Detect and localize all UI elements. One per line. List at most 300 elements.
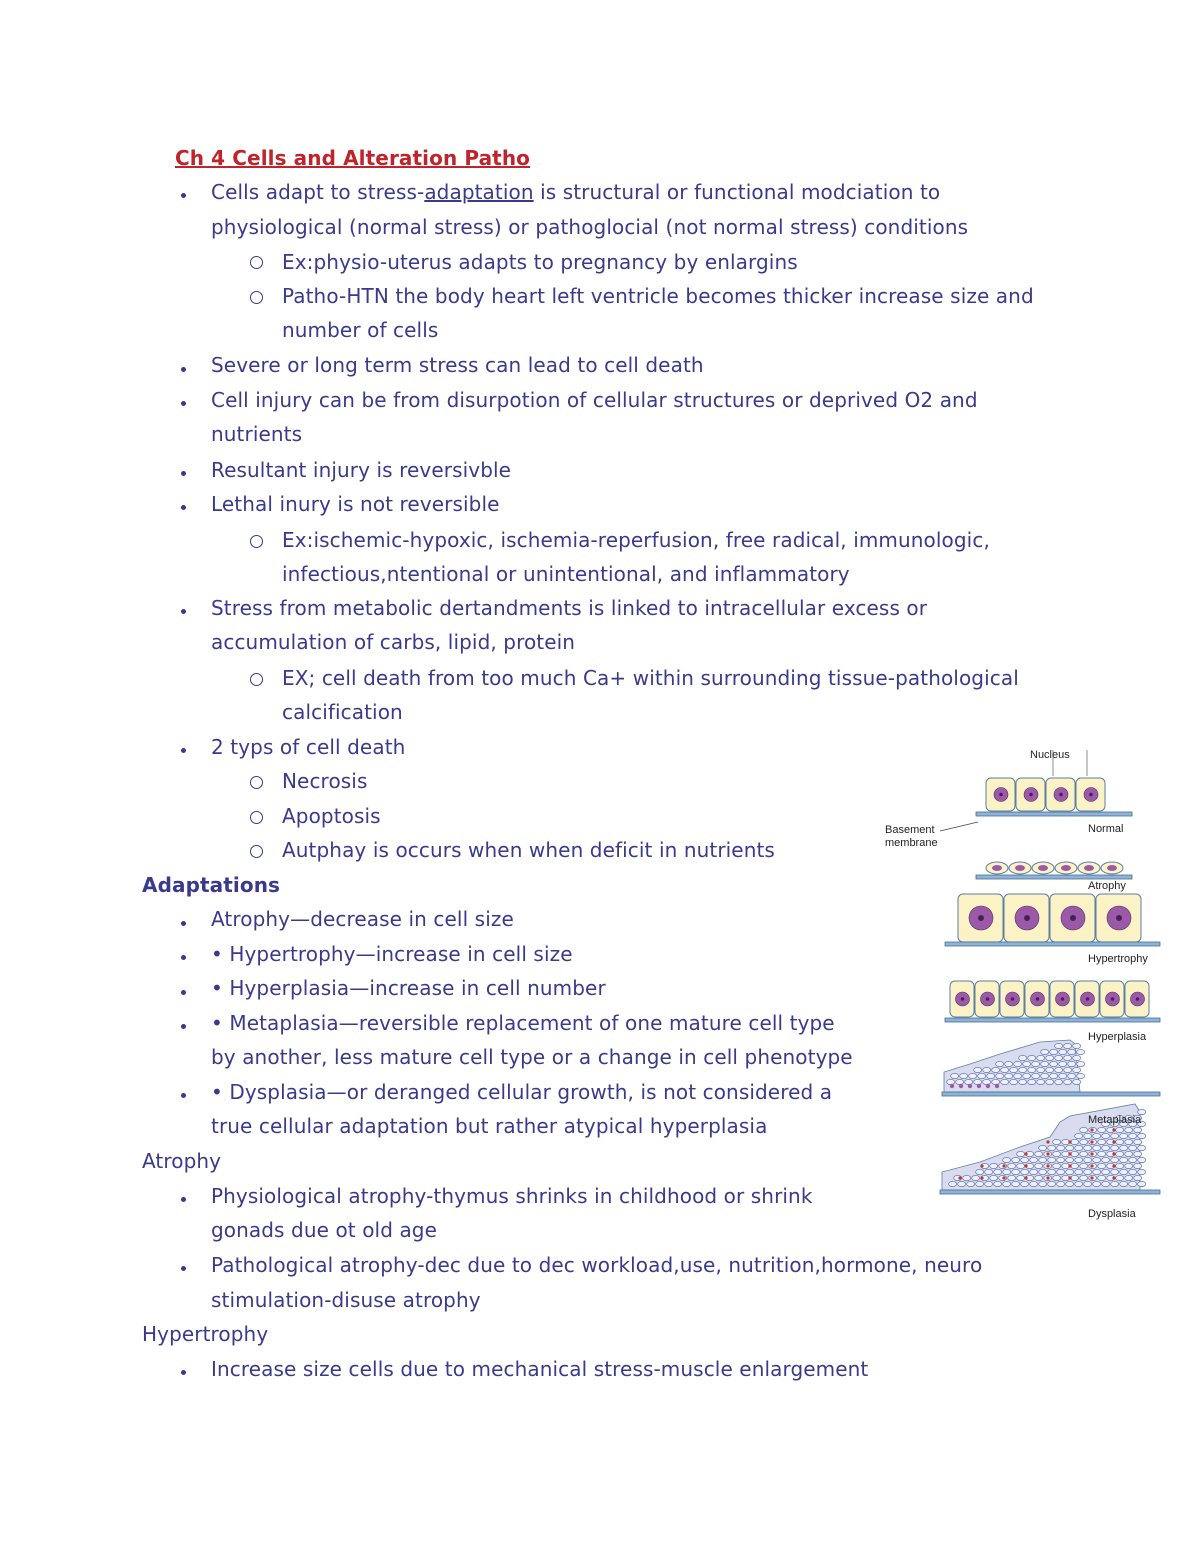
dysplasia-cell — [1134, 1163, 1142, 1168]
dysplasia-cell — [1066, 1157, 1074, 1162]
metaplasia-cell — [1010, 1079, 1018, 1084]
metaplasia-cell — [960, 1073, 968, 1078]
bullet-icon — [181, 990, 186, 995]
dysplasia-cell — [1138, 1157, 1146, 1162]
metaplasia-cell — [983, 1067, 991, 1072]
metaplasia-cell — [974, 1067, 982, 1072]
metaplasia-cell — [1037, 1079, 1045, 1084]
bullet-icon — [181, 1197, 186, 1202]
dysplasia-cell — [1003, 1169, 1011, 1174]
bullet-text-continued: gonads due ot old age — [211, 1218, 438, 1242]
dysplasia-cell — [1048, 1157, 1056, 1162]
dysplasia-cell — [1138, 1169, 1146, 1174]
dysplasia-cell — [1125, 1151, 1133, 1156]
hyperplasia-nucleolus — [961, 997, 965, 1001]
metaplasia-cell — [956, 1079, 964, 1084]
metaplasia-cell — [1046, 1067, 1054, 1072]
circle-bullet-icon — [250, 776, 263, 789]
dysplasia-cell — [985, 1181, 993, 1186]
dysplasia-nucleus — [958, 1176, 961, 1179]
metaplasia-cell — [1046, 1055, 1054, 1060]
bullet-text: Lethal inury is not reversible — [211, 492, 500, 516]
metaplasia-cell — [1073, 1055, 1081, 1060]
metaplasia-cell — [1055, 1043, 1063, 1048]
metaplasia-cell — [1077, 1073, 1085, 1078]
label-hypertrophy: Hypertrophy — [1088, 953, 1148, 965]
dysplasia-cell — [1048, 1181, 1056, 1186]
dysplasia-nucleus — [1024, 1164, 1027, 1167]
dysplasia-cell — [1080, 1127, 1088, 1132]
hyperplasia-nucleolus — [1111, 997, 1115, 1001]
bullet-icon — [181, 921, 186, 926]
dysplasia-cell — [1053, 1163, 1061, 1168]
metaplasia-cell — [1028, 1055, 1036, 1060]
dysplasia-cell — [1071, 1175, 1079, 1180]
metaplasia-cell — [1055, 1079, 1063, 1084]
dysplasia-cell — [990, 1175, 998, 1180]
dysplasia-cell — [1057, 1169, 1065, 1174]
hyperplasia-nucleolus — [1061, 997, 1065, 1001]
metaplasia-nucleus — [959, 1084, 963, 1088]
metaplasia-cell — [1073, 1043, 1081, 1048]
dysplasia-cell — [1120, 1169, 1128, 1174]
label-normal: Normal — [1088, 823, 1124, 835]
dysplasia-cell — [1066, 1181, 1074, 1186]
dysplasia-cell — [1129, 1169, 1137, 1174]
metaplasia-cell — [1059, 1049, 1067, 1054]
dysplasia-nucleus — [1068, 1140, 1071, 1143]
metaplasia-cell — [992, 1079, 1000, 1084]
bullet-text: Resultant injury is reversivble — [211, 458, 512, 482]
dysplasia-nucleus — [1068, 1164, 1071, 1167]
dysplasia-cell — [1111, 1169, 1119, 1174]
metaplasia-cell — [1023, 1061, 1031, 1066]
dysplasia-cell — [1030, 1181, 1038, 1186]
dysplasia-cell — [1102, 1169, 1110, 1174]
bullet-icon — [181, 367, 186, 372]
metaplasia-cell — [1014, 1073, 1022, 1078]
metaplasia-cell — [1059, 1061, 1067, 1066]
dysplasia-cell — [1084, 1181, 1092, 1186]
dysplasia-cell — [1003, 1157, 1011, 1162]
metaplasia-cell — [1001, 1067, 1009, 1072]
metaplasia-cell — [992, 1067, 1000, 1072]
dysplasia-cell — [1080, 1139, 1088, 1144]
dysplasia-cell — [1102, 1181, 1110, 1186]
metaplasia-nucleus — [950, 1084, 954, 1088]
metaplasia-cell — [1077, 1061, 1085, 1066]
dysplasia-nucleus — [1112, 1152, 1115, 1155]
metaplasia-cell — [1041, 1049, 1049, 1054]
dysplasia-cell — [1053, 1151, 1061, 1156]
sub-bullet-text: Autphay is occurs when when deficit in nutrients — [282, 838, 775, 862]
dysplasia-cell — [1116, 1139, 1124, 1144]
metaplasia-cell — [1077, 1049, 1085, 1054]
atrophy-nucleus — [1061, 865, 1071, 871]
dysplasia-cell — [1116, 1127, 1124, 1132]
label-nucleus: Nucleus — [1030, 749, 1070, 761]
dysplasia-cell — [1071, 1151, 1079, 1156]
dysplasia-cell — [1111, 1133, 1119, 1138]
dysplasia-cell — [990, 1163, 998, 1168]
dysplasia-cell — [1098, 1175, 1106, 1180]
atrophy-nucleus — [1107, 865, 1117, 871]
metaplasia-cell — [1073, 1079, 1081, 1084]
dysplasia-cell — [1017, 1151, 1025, 1156]
dysplasia-cell — [1021, 1157, 1029, 1162]
dysplasia-cell — [1084, 1169, 1092, 1174]
metaplasia-nucleus — [968, 1084, 972, 1088]
basement-membrane — [945, 942, 1160, 946]
dysplasia-cell — [1084, 1157, 1092, 1162]
bullet-text: is structural or functional modciation to — [533, 180, 941, 204]
dysplasia-cell — [1093, 1157, 1101, 1162]
dysplasia-cell — [1138, 1181, 1146, 1186]
dysplasia-cell — [1134, 1127, 1142, 1132]
dysplasia-cell — [1039, 1145, 1047, 1150]
dysplasia-cell — [1093, 1181, 1101, 1186]
dysplasia-nucleus — [1068, 1152, 1071, 1155]
dysplasia-cell — [1102, 1133, 1110, 1138]
dysplasia-cell — [1138, 1145, 1146, 1150]
bullet-adaptation — [211, 179, 940, 205]
bullet-icon — [181, 1266, 186, 1271]
bullet-text-continued: by another, less mature cell type or a change in cell phenotype — [211, 1045, 853, 1069]
label-hyperplasia: Hyperplasia — [1088, 1031, 1147, 1043]
dysplasia-cell — [1035, 1151, 1043, 1156]
normal-nucleolus — [1029, 793, 1033, 797]
bullet-text: Stress from metabolic dertandments is linked to intracellular excess or — [211, 596, 928, 620]
bullet-text-continued: true cellular adaptation but rather atypical hyperplasia — [211, 1114, 768, 1138]
bullet-icon — [181, 609, 186, 614]
bullet-icon — [181, 955, 186, 960]
bullet-icon — [181, 1024, 186, 1029]
hyperplasia-nucleolus — [1086, 997, 1090, 1001]
bullet-text: 2 typs of cell death — [211, 735, 406, 759]
dysplasia-cell — [1048, 1145, 1056, 1150]
dysplasia-cell — [1098, 1127, 1106, 1132]
dysplasia-cell — [1057, 1157, 1065, 1162]
dysplasia-cell — [963, 1175, 971, 1180]
dysplasia-nucleus — [1024, 1176, 1027, 1179]
dysplasia-cell — [1134, 1139, 1142, 1144]
bullet-text: Pathological atrophy-dec due to dec workload,use, nutrition,hormone, neuro — [211, 1253, 983, 1277]
dysplasia-cell — [1093, 1169, 1101, 1174]
metaplasia-cell — [1064, 1079, 1072, 1084]
bullet-icon — [181, 1370, 186, 1375]
bullet-text-continued: nutrients — [211, 422, 303, 446]
label-membrane: membrane — [885, 837, 938, 849]
dysplasia-cell — [994, 1169, 1002, 1174]
dysplasia-cell — [1021, 1181, 1029, 1186]
dysplasia-cell — [1129, 1133, 1137, 1138]
dysplasia-cell — [1098, 1151, 1106, 1156]
dysplasia-cell — [1071, 1139, 1079, 1144]
basement-membrane — [945, 1018, 1160, 1022]
bullet-text: • Hypertrophy—increase in cell size — [211, 942, 573, 966]
section-heading-hypertrophy: Hypertrophy — [142, 1322, 269, 1346]
metaplasia-cell — [996, 1073, 1004, 1078]
atrophy-nucleus — [1015, 865, 1025, 871]
dysplasia-nucleus — [1002, 1176, 1005, 1179]
dysplasia-cell — [1075, 1181, 1083, 1186]
dysplasia-cell — [976, 1169, 984, 1174]
dysplasia-cell — [1012, 1157, 1020, 1162]
dysplasia-cell — [1125, 1175, 1133, 1180]
dysplasia-cell — [1039, 1157, 1047, 1162]
dysplasia-cell — [1098, 1139, 1106, 1144]
normal-nucleolus — [1059, 793, 1063, 797]
hypertrophy-nucleolus — [978, 915, 984, 921]
dysplasia-cell — [1075, 1145, 1083, 1150]
basement-membrane — [942, 1092, 1160, 1096]
sub-bullet-text: EX; cell death from too much Ca+ within surrounding tissue-pathological — [282, 666, 1019, 690]
bullet-text: Physiological atrophy-thymus shrinks in childhood or shrink — [211, 1184, 813, 1208]
dysplasia-cell — [1030, 1157, 1038, 1162]
dysplasia-cell — [1102, 1145, 1110, 1150]
bullet-text-continued: accumulation of carbs, lipid, protein — [211, 630, 576, 654]
metaplasia-cell — [1050, 1073, 1058, 1078]
dysplasia-cell — [1039, 1169, 1047, 1174]
metaplasia-cell — [1010, 1067, 1018, 1072]
dysplasia-cell — [1125, 1127, 1133, 1132]
dysplasia-cell — [1116, 1163, 1124, 1168]
metaplasia-cell — [983, 1079, 991, 1084]
dysplasia-cell — [949, 1181, 957, 1186]
bullet-text: Severe or long term stress can lead to cell death — [211, 353, 704, 377]
dysplasia-cell — [1111, 1181, 1119, 1186]
dysplasia-cell — [1080, 1163, 1088, 1168]
basement-membrane — [976, 875, 1132, 879]
dysplasia-cell — [1057, 1181, 1065, 1186]
bullet-text: Cell injury can be from disurpotion of cellular structures or deprived O2 and — [211, 388, 978, 412]
dysplasia-cell — [1120, 1133, 1128, 1138]
hypertrophy-nucleolus — [1024, 915, 1030, 921]
sub-bullet-text-continued: number of cells — [282, 318, 439, 342]
sub-bullet-text: Ex:physio-uterus adapts to pregnancy by enlargins — [282, 250, 798, 274]
dysplasia-nucleus — [1046, 1164, 1049, 1167]
metaplasia-cell — [1055, 1067, 1063, 1072]
dysplasia-cell — [967, 1181, 975, 1186]
label-metaplasia: Metaplasia — [1088, 1114, 1142, 1126]
metaplasia-cell — [987, 1073, 995, 1078]
bullet-text-continued: physiological (normal stress) or pathoglocial (not normal stress) conditions — [211, 215, 969, 239]
metaplasia-cell — [1032, 1073, 1040, 1078]
bullet-icon — [181, 748, 186, 753]
dysplasia-cell — [1021, 1169, 1029, 1174]
label-dysplasia: Dysplasia — [1088, 1208, 1136, 1220]
metaplasia-cell — [1041, 1073, 1049, 1078]
bullet-text: • Dysplasia—or deranged cellular growth, is not considered a — [211, 1080, 833, 1104]
dysplasia-cell — [1035, 1175, 1043, 1180]
dysplasia-cell — [1053, 1175, 1061, 1180]
dysplasia-cell — [1111, 1157, 1119, 1162]
dysplasia-cell — [1093, 1133, 1101, 1138]
metaplasia-cell — [974, 1079, 982, 1084]
dysplasia-cell — [1116, 1175, 1124, 1180]
metaplasia-cell — [1028, 1067, 1036, 1072]
metaplasia-cell — [1028, 1079, 1036, 1084]
dysplasia-cell — [1066, 1145, 1074, 1150]
metaplasia-cell — [1019, 1079, 1027, 1084]
hypertrophy-nucleolus — [1116, 915, 1122, 921]
dysplasia-nucleus — [1090, 1152, 1093, 1155]
normal-nucleolus — [999, 793, 1003, 797]
dysplasia-cell — [1084, 1145, 1092, 1150]
dysplasia-nucleus — [1090, 1164, 1093, 1167]
circle-bullet-icon — [250, 535, 263, 548]
page-title: Ch 4 Cells and Alteration Patho — [175, 146, 531, 170]
bullet-text: Atrophy—decrease in cell size — [211, 907, 514, 931]
bullet-text: • Metaplasia—reversible replacement of one mature cell type — [211, 1011, 835, 1035]
dysplasia-cell — [1129, 1181, 1137, 1186]
dysplasia-cell — [1075, 1157, 1083, 1162]
sub-bullet-text: Ex:ischemic-hypoxic, ischemia-reperfusion, free radical, immunologic, — [282, 528, 990, 552]
dysplasia-nucleus — [1112, 1176, 1115, 1179]
dysplasia-cell — [1116, 1151, 1124, 1156]
dysplasia-cell — [1008, 1163, 1016, 1168]
metaplasia-cell — [1037, 1055, 1045, 1060]
sub-bullet-text-continued: calcification — [282, 700, 403, 724]
circle-bullet-icon — [250, 845, 263, 858]
dysplasia-cell — [1125, 1139, 1133, 1144]
dysplasia-cell — [972, 1175, 980, 1180]
metaplasia-cell — [1046, 1079, 1054, 1084]
metaplasia-cell — [1023, 1073, 1031, 1078]
metaplasia-cell — [1037, 1067, 1045, 1072]
dysplasia-nucleus — [1046, 1176, 1049, 1179]
metaplasia-cell — [1005, 1061, 1013, 1066]
dysplasia-cell — [1134, 1175, 1142, 1180]
hyperplasia-nucleolus — [1036, 997, 1040, 1001]
dysplasia-cell — [1084, 1133, 1092, 1138]
hyperplasia-nucleolus — [986, 997, 990, 1001]
metaplasia-cell — [1059, 1073, 1067, 1078]
metaplasia-cell — [1032, 1061, 1040, 1066]
hypertrophy-nucleolus — [1070, 915, 1076, 921]
bullet-text: Increase size cells due to mechanical stress-muscle enlargement — [211, 1357, 869, 1381]
atrophy-nucleus — [1038, 865, 1048, 871]
metaplasia-cell — [1055, 1055, 1063, 1060]
dysplasia-nucleus — [1112, 1164, 1115, 1167]
dysplasia-nucleus — [980, 1164, 983, 1167]
metaplasia-cell — [1014, 1061, 1022, 1066]
dysplasia-cell — [1138, 1133, 1146, 1138]
dysplasia-nucleus — [1046, 1140, 1049, 1143]
dysplasia-cell — [1017, 1175, 1025, 1180]
bullet-icon — [181, 505, 186, 510]
sub-bullet-text: Apoptosis — [282, 804, 381, 828]
dysplasia-cell — [1120, 1145, 1128, 1150]
metaplasia-cell — [996, 1061, 1004, 1066]
section-heading-atrophy: Atrophy — [142, 1149, 222, 1173]
metaplasia-cell — [1064, 1067, 1072, 1072]
metaplasia-cell — [1041, 1061, 1049, 1066]
bullet-text: • Hyperplasia—increase in cell number — [211, 976, 606, 1000]
underlined-term: adaptation — [424, 180, 534, 204]
dysplasia-nucleus — [1002, 1164, 1005, 1167]
dysplasia-cell — [1039, 1181, 1047, 1186]
dysplasia-cell — [1080, 1175, 1088, 1180]
metaplasia-cell — [965, 1079, 973, 1084]
dysplasia-cell — [1075, 1169, 1083, 1174]
dysplasia-cell — [994, 1181, 1002, 1186]
metaplasia-cell — [1050, 1061, 1058, 1066]
metaplasia-nucleus — [986, 1084, 990, 1088]
dysplasia-cell — [985, 1169, 993, 1174]
sub-bullet-text: Patho-HTN the body heart left ventricle becomes thicker increase size and — [282, 284, 1034, 308]
dysplasia-cell — [1102, 1157, 1110, 1162]
dysplasia-cell — [1098, 1163, 1106, 1168]
bullet-icon — [181, 401, 186, 406]
metaplasia-cell — [947, 1079, 955, 1084]
circle-bullet-icon — [250, 811, 263, 824]
dysplasia-cell — [1120, 1157, 1128, 1162]
dysplasia-cell — [1012, 1181, 1020, 1186]
dysplasia-cell — [1053, 1139, 1061, 1144]
metaplasia-cell — [1068, 1073, 1076, 1078]
circle-bullet-icon — [250, 673, 263, 686]
dysplasia-cell — [1003, 1181, 1011, 1186]
dysplasia-cell — [1030, 1169, 1038, 1174]
dysplasia-cell — [1080, 1151, 1088, 1156]
label-atrophy: Atrophy — [1088, 880, 1126, 892]
metaplasia-cell — [969, 1073, 977, 1078]
dysplasia-cell — [1129, 1145, 1137, 1150]
metaplasia-cell — [1019, 1055, 1027, 1060]
bullet-icon — [181, 193, 186, 198]
dysplasia-cell — [1093, 1145, 1101, 1150]
dysplasia-nucleus — [1112, 1128, 1115, 1131]
hyperplasia-nucleolus — [1136, 997, 1140, 1001]
bullet-text-continued: stimulation-disuse atrophy — [211, 1288, 481, 1312]
bullet-icon — [181, 471, 186, 476]
dysplasia-cell — [1035, 1163, 1043, 1168]
dysplasia-cell — [958, 1181, 966, 1186]
dysplasia-cell — [1048, 1169, 1056, 1174]
dysplasia-cell — [1111, 1145, 1119, 1150]
dysplasia-cell — [1017, 1163, 1025, 1168]
cell-adaptation-diagram — [870, 742, 1170, 1227]
dysplasia-cell — [976, 1181, 984, 1186]
dysplasia-nucleus — [1112, 1140, 1115, 1143]
dysplasia-cell — [1134, 1151, 1142, 1156]
metaplasia-cell — [978, 1073, 986, 1078]
metaplasia-cell — [1019, 1067, 1027, 1072]
metaplasia-nucleus — [977, 1084, 981, 1088]
metaplasia-cell — [1064, 1055, 1072, 1060]
basement-membrane — [976, 812, 1132, 816]
dysplasia-nucleus — [1024, 1152, 1027, 1155]
metaplasia-cell — [1068, 1061, 1076, 1066]
dysplasia-cell — [1012, 1169, 1020, 1174]
metaplasia-cell — [1068, 1049, 1076, 1054]
metaplasia-cell — [1064, 1043, 1072, 1048]
metaplasia-cell — [951, 1073, 959, 1078]
metaplasia-nucleus — [995, 1084, 999, 1088]
dysplasia-cell — [1075, 1133, 1083, 1138]
metaplasia-cell — [1005, 1073, 1013, 1078]
circle-bullet-icon — [250, 291, 263, 304]
cell-layers — [940, 778, 1160, 1194]
metaplasia-cell — [1073, 1067, 1081, 1072]
dysplasia-nucleus — [980, 1176, 983, 1179]
dysplasia-cell — [1008, 1175, 1016, 1180]
hyperplasia-nucleolus — [1011, 997, 1015, 1001]
atrophy-nucleus — [1084, 865, 1094, 871]
sub-bullet-text: Necrosis — [282, 769, 368, 793]
atrophy-nucleus — [992, 865, 1002, 871]
